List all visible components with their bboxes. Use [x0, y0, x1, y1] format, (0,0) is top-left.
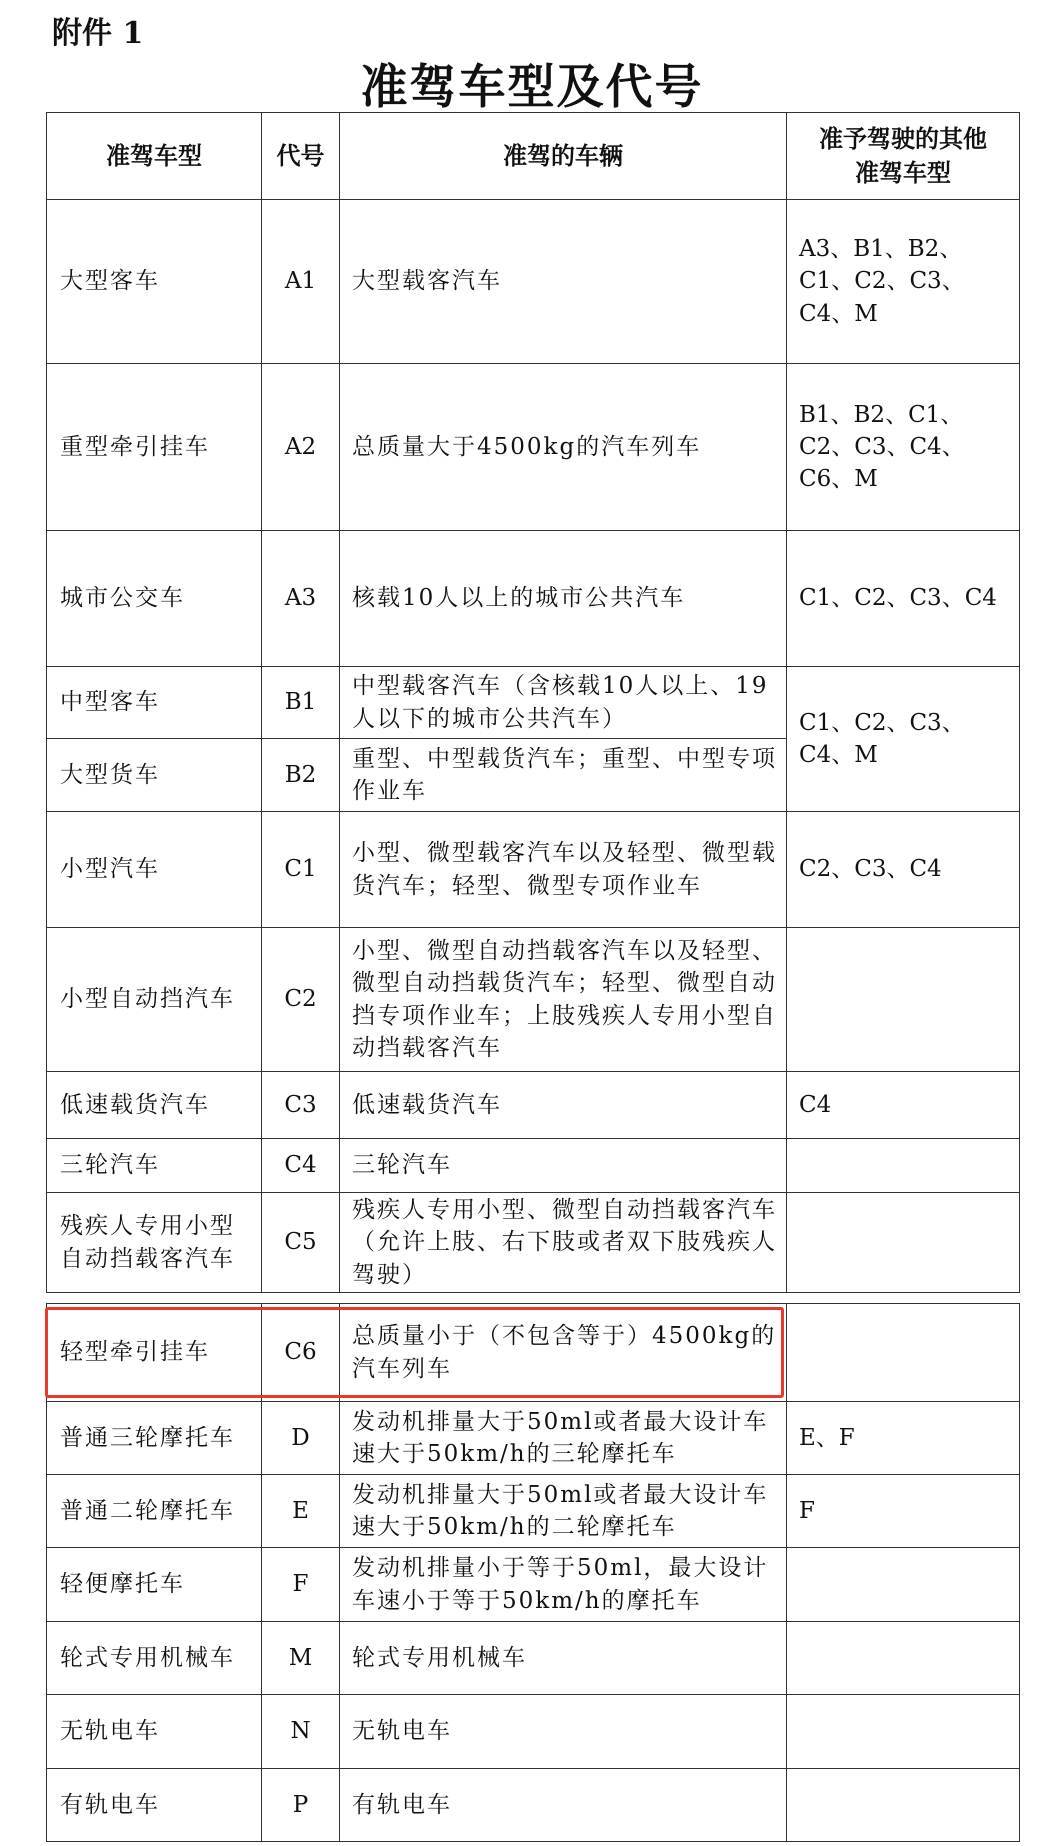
table-row	[47, 364, 1020, 531]
cell-code: N	[262, 1695, 340, 1769]
cell-vehicles: 小型、微型载客汽车以及轻型、微型载货汽车；轻型、微型专项作业车	[340, 812, 787, 928]
annex-label: 附件 1	[52, 16, 144, 51]
header-other-classes: 准予驾驶的其他准驾车型	[787, 113, 1020, 200]
cell-others: E、F	[787, 1402, 1020, 1475]
cell-others: C1、C2、C3、C4、M	[787, 667, 1020, 812]
cell-vehicles: 中型载客汽车（含核载10人以上、19人以下的城市公共汽车）	[340, 667, 787, 739]
table-row	[47, 1769, 1020, 1842]
cell-code: C2	[262, 928, 340, 1072]
cell-type: 有轨电车	[47, 1769, 262, 1842]
cell-others: C2、C3、C4	[787, 812, 1020, 928]
cell-type: 低速载货汽车	[47, 1072, 262, 1139]
cell-others	[787, 1622, 1020, 1695]
cell-type: 三轮汽车	[47, 1139, 262, 1193]
cell-code: D	[262, 1402, 340, 1475]
page-title: 准驾车型及代号	[360, 60, 704, 115]
cell-others	[787, 1769, 1020, 1842]
cell-vehicles: 大型载客汽车	[340, 200, 787, 364]
table-row	[47, 812, 1020, 928]
cell-others	[787, 1139, 1020, 1193]
license-class-table	[46, 112, 1020, 1842]
cell-others	[787, 928, 1020, 1072]
cell-others: C1、C2、C3、C4	[787, 531, 1020, 667]
table-row	[47, 1139, 1020, 1193]
cell-code: C6	[262, 1304, 340, 1402]
cell-type: 普通二轮摩托车	[47, 1475, 262, 1548]
table-gap	[47, 1293, 1020, 1304]
cell-code: A3	[262, 531, 340, 667]
header-vehicles: 准驾的车辆	[340, 113, 787, 200]
cell-code: A2	[262, 364, 340, 531]
header-class: 准驾车型	[47, 113, 262, 200]
cell-type: 普通三轮摩托车	[47, 1402, 262, 1475]
cell-others: F	[787, 1475, 1020, 1548]
cell-vehicles: 发动机排量大于50ml或者最大设计车速大于50km/h的二轮摩托车	[340, 1475, 787, 1548]
cell-vehicles: 无轨电车	[340, 1695, 787, 1769]
cell-code: C4	[262, 1139, 340, 1193]
cell-type: 小型自动挡汽车	[47, 928, 262, 1072]
cell-others	[787, 1695, 1020, 1769]
cell-others	[787, 1304, 1020, 1402]
table-row	[47, 928, 1020, 1072]
cell-vehicles: 重型、中型载货汽车；重型、中型专项作业车	[340, 739, 787, 812]
cell-code: M	[262, 1622, 340, 1695]
table-row	[47, 1548, 1020, 1622]
table-row	[47, 1193, 1020, 1293]
cell-type: 无轨电车	[47, 1695, 262, 1769]
table-row	[47, 1622, 1020, 1695]
cell-type: 轻型牵引挂车	[47, 1304, 262, 1402]
table-row	[47, 1402, 1020, 1475]
cell-vehicles: 小型、微型自动挡载客汽车以及轻型、微型自动挡载货汽车；轻型、微型自动挡专项作业车；上肢残疾人专用小型自动挡载客汽车	[340, 928, 787, 1072]
cell-code: C5	[262, 1193, 340, 1293]
cell-type: 大型货车	[47, 739, 262, 812]
cell-type: 小型汽车	[47, 812, 262, 928]
cell-code: B1	[262, 667, 340, 739]
cell-type: 残疾人专用小型自动挡载客汽车	[47, 1193, 262, 1293]
gap-cell	[47, 1293, 1020, 1304]
table-header-row	[47, 113, 1020, 200]
cell-others	[787, 1548, 1020, 1622]
cell-vehicles: 总质量小于（不包含等于）4500kg的汽车列车	[340, 1304, 787, 1402]
cell-code: A1	[262, 200, 340, 364]
cell-code: E	[262, 1475, 340, 1548]
cell-code: B2	[262, 739, 340, 812]
cell-type: 大型客车	[47, 200, 262, 364]
cell-others	[787, 1193, 1020, 1293]
cell-type: 城市公交车	[47, 531, 262, 667]
cell-vehicles: 残疾人专用小型、微型自动挡载客汽车（允许上肢、右下肢或者双下肢残疾人驾驶）	[340, 1193, 787, 1293]
cell-vehicles: 核载10人以上的城市公共汽车	[340, 531, 787, 667]
table-row	[47, 1072, 1020, 1139]
table-row	[47, 1695, 1020, 1769]
cell-vehicles: 发动机排量大于50ml或者最大设计车速大于50km/h的三轮摩托车	[340, 1402, 787, 1475]
cell-type: 中型客车	[47, 667, 262, 739]
cell-vehicles: 发动机排量小于等于50ml，最大设计车速小于等于50km/h的摩托车	[340, 1548, 787, 1622]
table-row	[47, 667, 1020, 739]
header-code: 代号	[262, 113, 340, 200]
cell-others: B1、B2、C1、C2、C3、C4、C6、M	[787, 364, 1020, 531]
cell-others: C4	[787, 1072, 1020, 1139]
cell-type: 轮式专用机械车	[47, 1622, 262, 1695]
cell-type: 重型牵引挂车	[47, 364, 262, 531]
table-row	[47, 1475, 1020, 1548]
cell-code: F	[262, 1548, 340, 1622]
cell-vehicles: 低速载货汽车	[340, 1072, 787, 1139]
cell-code: P	[262, 1769, 340, 1842]
cell-code: C1	[262, 812, 340, 928]
cell-vehicles: 总质量大于4500kg的汽车列车	[340, 364, 787, 531]
cell-others: A3、B1、B2、C1、C2、C3、C4、M	[787, 200, 1020, 364]
cell-vehicles: 三轮汽车	[340, 1139, 787, 1193]
table-row	[47, 1304, 1020, 1402]
cell-type: 轻便摩托车	[47, 1548, 262, 1622]
cell-vehicles: 轮式专用机械车	[340, 1622, 787, 1695]
table-row	[47, 200, 1020, 364]
cell-code: C3	[262, 1072, 340, 1139]
cell-vehicles: 有轨电车	[340, 1769, 787, 1842]
table-row	[47, 531, 1020, 667]
